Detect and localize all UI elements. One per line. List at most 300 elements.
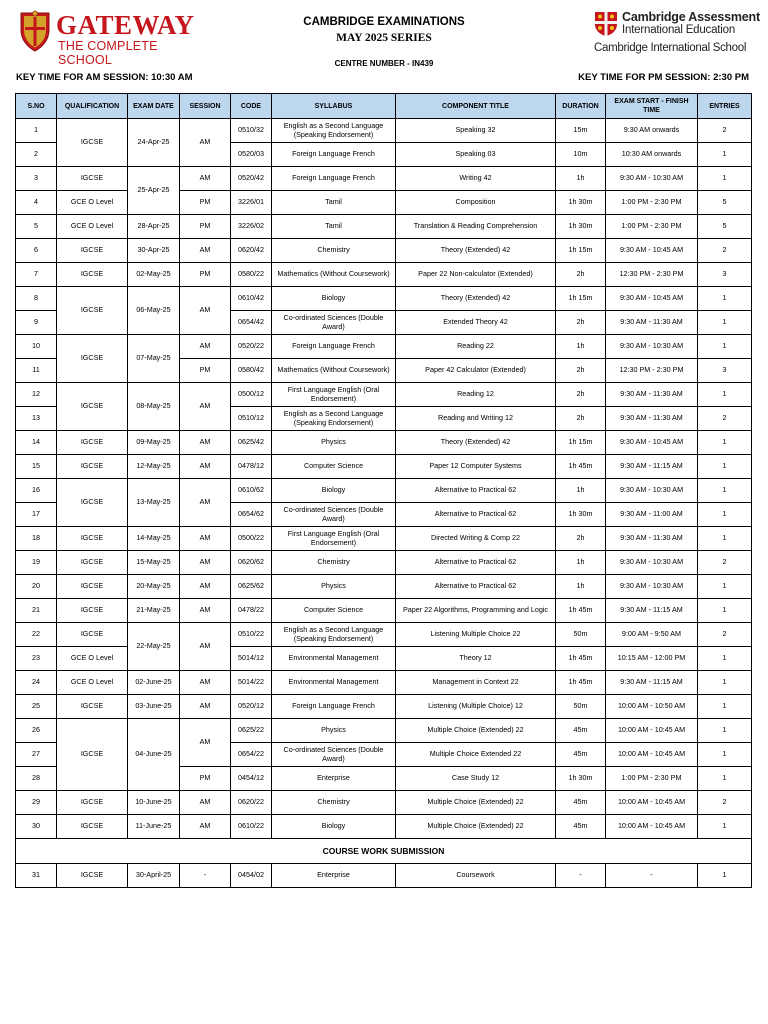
col-header: EXAM DATE [128, 94, 180, 119]
cell-sno: 27 [16, 743, 57, 767]
table-row [16, 551, 752, 575]
cell-component: Paper 12 Computer Systems [396, 455, 556, 479]
cell-syllabus: Co-ordinated Sciences (Double Award) [272, 311, 396, 335]
cell-sno: 25 [16, 695, 57, 719]
table-row [16, 167, 752, 191]
cell-code: 0500/22 [231, 527, 272, 551]
table-row [16, 647, 752, 671]
cell-date: 22-May-25 [128, 623, 180, 671]
cell-qual: IGCSE [57, 287, 128, 335]
cell-duration: 2h [556, 359, 606, 383]
cell-code: 0625/62 [231, 575, 272, 599]
cell-time: 10:00 AM - 10:50 AM [606, 695, 698, 719]
table-body [16, 119, 752, 888]
cell-code: 0654/42 [231, 311, 272, 335]
cell-duration: 1h 45m [556, 647, 606, 671]
cell-duration: 1h [556, 335, 606, 359]
cell-date: 02-June-25 [128, 671, 180, 695]
cell-code: 0478/12 [231, 455, 272, 479]
cell-time: 9:30 AM onwards [606, 119, 698, 143]
col-header: DURATION [556, 94, 606, 119]
centre-number: CENTRE NUMBER - IN439 [334, 59, 434, 68]
cell-syllabus: English as a Second Language (Speaking Endorsement) [272, 623, 396, 647]
cell-sno: 29 [16, 791, 57, 815]
cell-sno: 10 [16, 335, 57, 359]
cell-component: Listening (Multiple Choice) 12 [396, 695, 556, 719]
cell-syllabus: Biology [272, 815, 396, 839]
cell-sno: 1 [16, 119, 57, 143]
cell-syllabus: Enterprise [272, 767, 396, 791]
cell-session: AM [180, 383, 231, 431]
cell-date: 24-Apr-25 [128, 119, 180, 167]
cell-qual: IGCSE [57, 383, 128, 431]
cell-component: Alternative to Practical 62 [396, 479, 556, 503]
cell-session: PM [180, 215, 231, 239]
cell-entries: 1 [698, 431, 752, 455]
cell-component: Writing 42 [396, 167, 556, 191]
cell-duration: 2h [556, 263, 606, 287]
cell-session: AM [180, 455, 231, 479]
cell-sno: 4 [16, 191, 57, 215]
key-time-am: KEY TIME FOR AM SESSION: 10:30 AM [16, 72, 193, 83]
cell-session: AM [180, 695, 231, 719]
cell-entries: 1 [698, 671, 752, 695]
cell-duration: 1h [556, 479, 606, 503]
school-name: GATEWAY [56, 10, 195, 40]
cell-code: 0620/62 [231, 551, 272, 575]
cell-time: 10:00 AM - 10:45 AM [606, 743, 698, 767]
cell-syllabus: First Language English (Oral Endorsement) [272, 527, 396, 551]
cell-entries: 3 [698, 359, 752, 383]
cell-sno: 24 [16, 671, 57, 695]
cell-date: 08-May-25 [128, 383, 180, 431]
cell-duration: 1h 45m [556, 671, 606, 695]
cell-code: 0500/12 [231, 383, 272, 407]
cell-time: 9:30 AM - 10:30 AM [606, 575, 698, 599]
cell-duration: 1h [556, 551, 606, 575]
cell-component: Theory (Extended) 42 [396, 431, 556, 455]
cell-duration: 15m [556, 119, 606, 143]
cell-code: 0654/22 [231, 743, 272, 767]
col-header: SESSION [180, 94, 231, 119]
cell-entries: 1 [698, 743, 752, 767]
cell-qual: IGCSE [57, 695, 128, 719]
table-row [16, 671, 752, 695]
cell-duration: - [556, 864, 606, 888]
section-row [16, 839, 752, 864]
cell-component: Extended Theory 42 [396, 311, 556, 335]
table-row [16, 719, 752, 743]
cell-date: 07-May-25 [128, 335, 180, 383]
cell-entries: 1 [698, 335, 752, 359]
cell-code: 0620/42 [231, 239, 272, 263]
cell-qual: IGCSE [57, 623, 128, 647]
cell-duration: 1h 15m [556, 239, 606, 263]
cell-duration: 1h 30m [556, 215, 606, 239]
col-header: EXAM START - FINISH TIME [606, 94, 698, 119]
cell-code: 0520/03 [231, 143, 272, 167]
cell-component: Multiple Choice (Extended) 22 [396, 815, 556, 839]
cell-time: 9:30 AM - 10:30 AM [606, 479, 698, 503]
cell-syllabus: English as a Second Language (Speaking Endorsement) [272, 407, 396, 431]
cell-code: 3226/02 [231, 215, 272, 239]
cell-sno: 9 [16, 311, 57, 335]
cell-qual: IGCSE [57, 864, 128, 888]
cell-duration: 45m [556, 719, 606, 743]
col-header: QUALIFICATION [57, 94, 128, 119]
cell-syllabus: Foreign Language French [272, 143, 396, 167]
cell-date: 13-May-25 [128, 479, 180, 527]
cell-session: AM [180, 479, 231, 527]
cell-component: Reading 12 [396, 383, 556, 407]
cell-qual: IGCSE [57, 791, 128, 815]
cell-sno: 14 [16, 431, 57, 455]
cell-time: 9:30 AM - 10:45 AM [606, 239, 698, 263]
cell-entries: 1 [698, 527, 752, 551]
cell-entries: 1 [698, 647, 752, 671]
cell-time: 10:00 AM - 10:45 AM [606, 719, 698, 743]
cell-syllabus: Chemistry [272, 239, 396, 263]
section-title: COURSE WORK SUBMISSION [16, 839, 752, 864]
cell-date: 25-Apr-25 [128, 167, 180, 215]
cell-time: 9:30 AM - 11:30 AM [606, 383, 698, 407]
cell-code: 0520/42 [231, 167, 272, 191]
cell-syllabus: Computer Science [272, 599, 396, 623]
cell-qual: IGCSE [57, 167, 128, 191]
cell-component: Listening Multiple Choice 22 [396, 623, 556, 647]
cell-sno: 15 [16, 455, 57, 479]
cell-session: PM [180, 263, 231, 287]
cell-qual: IGCSE [57, 479, 128, 527]
table-row [16, 479, 752, 503]
cell-date: 03-June-25 [128, 695, 180, 719]
cell-entries: 2 [698, 551, 752, 575]
cell-component: Multiple Choice (Extended) 22 [396, 791, 556, 815]
cell-code: 0580/22 [231, 263, 272, 287]
cell-code: 0520/22 [231, 335, 272, 359]
table-row [16, 815, 752, 839]
cell-date: 30-Apr-25 [128, 239, 180, 263]
table-row [16, 239, 752, 263]
cell-session: AM [180, 551, 231, 575]
cell-session: AM [180, 119, 231, 167]
cell-sno: 8 [16, 287, 57, 311]
cell-code: 5014/22 [231, 671, 272, 695]
cell-time: 9:30 AM - 11:30 AM [606, 527, 698, 551]
cell-sno: 18 [16, 527, 57, 551]
cell-sno: 26 [16, 719, 57, 743]
cell-code: 0610/42 [231, 287, 272, 311]
table-row [16, 215, 752, 239]
cell-session: PM [180, 767, 231, 791]
cell-qual: IGCSE [57, 599, 128, 623]
cell-component: Paper 22 Non-calculator (Extended) [396, 263, 556, 287]
cell-time: 9:30 AM - 11:30 AM [606, 311, 698, 335]
cell-component: Theory (Extended) 42 [396, 287, 556, 311]
cell-component: Directed Writing & Comp 22 [396, 527, 556, 551]
cell-code: 0520/12 [231, 695, 272, 719]
cell-sno: 20 [16, 575, 57, 599]
cell-time: 9:30 AM - 10:45 AM [606, 287, 698, 311]
cell-qual: IGCSE [57, 239, 128, 263]
table-row [16, 119, 752, 143]
cell-duration: 1h 45m [556, 599, 606, 623]
cell-code: 0625/22 [231, 719, 272, 743]
cell-date: 09-May-25 [128, 431, 180, 455]
cell-entries: 1 [698, 455, 752, 479]
cell-session: AM [180, 599, 231, 623]
cell-entries: 1 [698, 864, 752, 888]
cell-syllabus: Chemistry [272, 791, 396, 815]
school-tagline: THE COMPLETE SCHOOL [58, 39, 158, 67]
cell-date: 10-June-25 [128, 791, 180, 815]
cell-sno: 3 [16, 167, 57, 191]
cell-duration: 1h 30m [556, 191, 606, 215]
cell-entries: 5 [698, 215, 752, 239]
cell-code: 0610/62 [231, 479, 272, 503]
series-title: MAY 2025 SERIES [336, 32, 432, 44]
cell-qual: GCE O Level [57, 191, 128, 215]
cell-duration: 1h 15m [556, 287, 606, 311]
cell-qual: IGCSE [57, 431, 128, 455]
cell-component: Multiple Choice Extended 22 [396, 743, 556, 767]
table-row [16, 599, 752, 623]
cell-syllabus: Physics [272, 575, 396, 599]
cell-session: AM [180, 815, 231, 839]
cell-code: 0454/12 [231, 767, 272, 791]
cell-time: 9:00 AM - 9:50 AM [606, 623, 698, 647]
cell-date: 06-May-25 [128, 287, 180, 335]
cell-session: AM [180, 575, 231, 599]
cell-syllabus: Physics [272, 431, 396, 455]
cell-time: 10:00 AM - 10:45 AM [606, 791, 698, 815]
cell-syllabus: Mathematics (Without Coursework) [272, 263, 396, 287]
exam-schedule-table [15, 93, 752, 888]
table-row [16, 623, 752, 647]
cell-qual: GCE O Level [57, 215, 128, 239]
cell-component: Translation & Reading Comprehension [396, 215, 556, 239]
cell-sno: 19 [16, 551, 57, 575]
page-title: CAMBRIDGE EXAMINATIONS [303, 16, 465, 28]
cell-component: Alternative to Practical 62 [396, 503, 556, 527]
cell-session: AM [180, 623, 231, 671]
cell-sno: 28 [16, 767, 57, 791]
cell-date: 04-June-25 [128, 719, 180, 791]
cell-code: 0510/32 [231, 119, 272, 143]
cell-date: 28-Apr-25 [128, 215, 180, 239]
cell-syllabus: Co-ordinated Sciences (Double Award) [272, 743, 396, 767]
cell-duration: 1h [556, 167, 606, 191]
cell-date: 21-May-25 [128, 599, 180, 623]
cell-code: 0510/12 [231, 407, 272, 431]
cell-time: - [606, 864, 698, 888]
cell-time: 1:00 PM - 2:30 PM [606, 767, 698, 791]
cambridge-line-3: Cambridge International School [594, 42, 747, 54]
cell-syllabus: Biology [272, 287, 396, 311]
table-row [16, 263, 752, 287]
cell-syllabus: Physics [272, 719, 396, 743]
cell-duration: 1h 45m [556, 455, 606, 479]
cell-date: 11-June-25 [128, 815, 180, 839]
table-row [16, 431, 752, 455]
cell-session: AM [180, 239, 231, 263]
cell-entries: 1 [698, 575, 752, 599]
cell-time: 12:30 PM - 2:30 PM [606, 263, 698, 287]
cambridge-line-2: International Education [622, 24, 736, 36]
cell-time: 9:30 AM - 11:30 AM [606, 407, 698, 431]
cell-qual: IGCSE [57, 263, 128, 287]
cell-syllabus: Biology [272, 479, 396, 503]
cell-component: Multiple Choice (Extended) 22 [396, 719, 556, 743]
cell-code: 3226/01 [231, 191, 272, 215]
cell-time: 9:30 AM - 11:15 AM [606, 599, 698, 623]
cell-date: 20-May-25 [128, 575, 180, 599]
cell-entries: 1 [698, 479, 752, 503]
table-row [16, 695, 752, 719]
cell-entries: 1 [698, 167, 752, 191]
cell-qual: GCE O Level [57, 671, 128, 695]
cell-code: 0620/22 [231, 791, 272, 815]
cell-qual: IGCSE [57, 575, 128, 599]
cell-syllabus: Tamil [272, 191, 396, 215]
cell-session: AM [180, 335, 231, 359]
cell-duration: 50m [556, 695, 606, 719]
cell-duration: 1h 30m [556, 767, 606, 791]
table-row [16, 864, 752, 888]
table-header-row [16, 94, 752, 119]
cell-entries: 1 [698, 719, 752, 743]
cell-component: Alternative to Practical 62 [396, 575, 556, 599]
cell-session: PM [180, 359, 231, 383]
cell-time: 9:30 AM - 10:30 AM [606, 167, 698, 191]
cell-syllabus: Foreign Language French [272, 167, 396, 191]
cambridge-logo [594, 10, 760, 58]
cell-code: 0625/42 [231, 431, 272, 455]
cell-date: 15-May-25 [128, 551, 180, 575]
cell-component: Reading 22 [396, 335, 556, 359]
cell-component: Alternative to Practical 62 [396, 551, 556, 575]
cell-syllabus: Computer Science [272, 455, 396, 479]
cell-session: AM [180, 167, 231, 191]
table-row [16, 791, 752, 815]
cell-date: 14-May-25 [128, 527, 180, 551]
cell-duration: 50m [556, 623, 606, 647]
cell-time: 9:30 AM - 11:15 AM [606, 455, 698, 479]
cell-syllabus: Foreign Language French [272, 335, 396, 359]
cell-entries: 1 [698, 815, 752, 839]
cell-syllabus: First Language English (Oral Endorsement) [272, 383, 396, 407]
cell-syllabus: Foreign Language French [272, 695, 396, 719]
cell-syllabus: Mathematics (Without Coursework) [272, 359, 396, 383]
col-header: ENTRIES [698, 94, 752, 119]
cell-qual: IGCSE [57, 335, 128, 383]
cell-session: AM [180, 287, 231, 335]
cell-sno: 21 [16, 599, 57, 623]
table-row [16, 191, 752, 215]
cell-code: 5014/12 [231, 647, 272, 671]
cell-sno: 16 [16, 479, 57, 503]
cell-syllabus: Environmental Management [272, 647, 396, 671]
cell-time: 9:30 AM - 10:45 AM [606, 431, 698, 455]
table-row [16, 455, 752, 479]
cell-code: 0478/22 [231, 599, 272, 623]
cell-duration: 45m [556, 743, 606, 767]
cell-code: 0654/62 [231, 503, 272, 527]
cell-time: 12:30 PM - 2:30 PM [606, 359, 698, 383]
cell-entries: 5 [698, 191, 752, 215]
cell-qual: GCE O Level [57, 647, 128, 671]
cell-duration: 2h [556, 527, 606, 551]
col-header: SYLLABUS [272, 94, 396, 119]
cell-duration: 1h 15m [556, 431, 606, 455]
cambridge-line-1: Cambridge Assessment [622, 10, 760, 24]
cell-sno: 7 [16, 263, 57, 287]
cell-sno: 31 [16, 864, 57, 888]
cell-time: 1:00 PM - 2:30 PM [606, 191, 698, 215]
table-row [16, 527, 752, 551]
cell-syllabus: Enterprise [272, 864, 396, 888]
cell-component: Management in Context 22 [396, 671, 556, 695]
cell-syllabus: Co-ordinated Sciences (Double Award) [272, 503, 396, 527]
table-row [16, 287, 752, 311]
col-header: S.NO [16, 94, 57, 119]
cell-time: 9:30 AM - 10:30 AM [606, 551, 698, 575]
cell-sno: 12 [16, 383, 57, 407]
key-time-pm: KEY TIME FOR PM SESSION: 2:30 PM [578, 72, 749, 83]
cell-sno: 13 [16, 407, 57, 431]
cell-entries: 2 [698, 623, 752, 647]
cell-time: 10:00 AM - 10:45 AM [606, 815, 698, 839]
cell-session: - [180, 864, 231, 888]
cell-entries: 1 [698, 143, 752, 167]
cambridge-crest-icon [594, 11, 618, 37]
cell-entries: 1 [698, 311, 752, 335]
cell-component: Paper 22 Algorithms, Programming and Logic [396, 599, 556, 623]
cell-duration: 2h [556, 407, 606, 431]
cell-session: AM [180, 431, 231, 455]
cell-entries: 1 [698, 599, 752, 623]
cell-qual: IGCSE [57, 815, 128, 839]
cell-entries: 1 [698, 503, 752, 527]
cell-entries: 1 [698, 383, 752, 407]
cell-sno: 2 [16, 143, 57, 167]
cell-duration: 45m [556, 815, 606, 839]
cell-duration: 2h [556, 383, 606, 407]
cell-time: 1:00 PM - 2:30 PM [606, 215, 698, 239]
cell-duration: 2h [556, 311, 606, 335]
cell-qual: IGCSE [57, 119, 128, 167]
cell-duration: 1h 30m [556, 503, 606, 527]
cell-entries: 1 [698, 695, 752, 719]
cell-component: Theory (Extended) 42 [396, 239, 556, 263]
cell-entries: 2 [698, 239, 752, 263]
table-row [16, 575, 752, 599]
cell-date: 12-May-25 [128, 455, 180, 479]
cell-duration: 1h [556, 575, 606, 599]
cell-syllabus: Tamil [272, 215, 396, 239]
cell-time: 9:30 AM - 11:15 AM [606, 671, 698, 695]
cell-sno: 22 [16, 623, 57, 647]
cell-sno: 5 [16, 215, 57, 239]
cell-time: 9:30 AM - 11:00 AM [606, 503, 698, 527]
cell-entries: 2 [698, 119, 752, 143]
cell-component: Speaking 03 [396, 143, 556, 167]
cell-component: Composition [396, 191, 556, 215]
table-row [16, 335, 752, 359]
cell-component: Case Study 12 [396, 767, 556, 791]
cell-component: Speaking 32 [396, 119, 556, 143]
cell-date: 02-May-25 [128, 263, 180, 287]
